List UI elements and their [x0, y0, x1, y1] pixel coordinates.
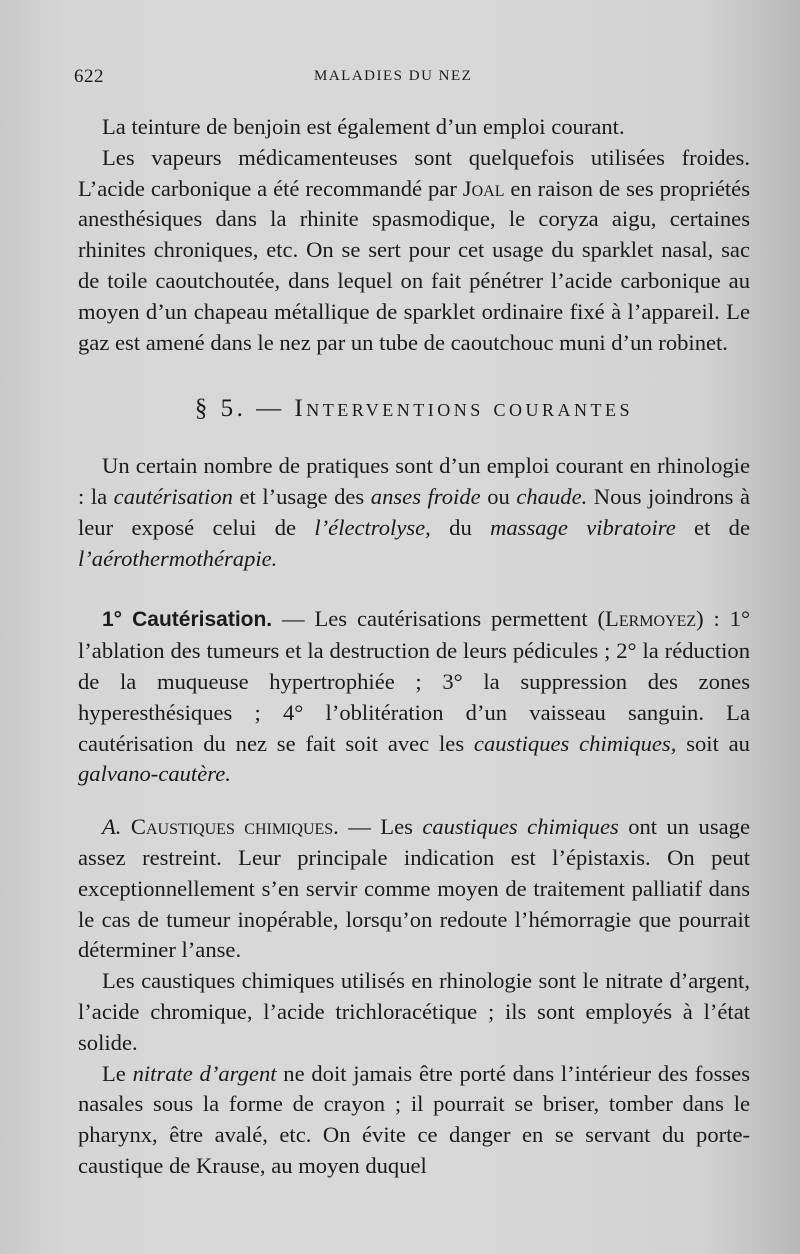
italic-term: l’électrolyse,: [314, 514, 431, 540]
text-run: — Les cautérisations permettent (: [272, 606, 606, 632]
text-run: du: [430, 514, 491, 540]
italic-term: nitrate d’argent: [132, 1060, 277, 1086]
paragraph-nitrate: [78, 1059, 750, 1182]
paragraph-cauterisation: [78, 604, 750, 790]
text-run: — Les: [338, 814, 423, 840]
italic-term: massage vibratoire: [490, 514, 676, 540]
italic-term: l’aérothermothérapie.: [78, 545, 278, 571]
page-number: 622: [74, 66, 104, 87]
text-run: ne doit jamais être porté dans l’intérieur des fosses nasales sous la forme de crayon ; il pourrait se briser, tomber dans le pharynx, être avalé, etc. On évite ce danger en se servant du porte-caustique de Krause, au moyen duquel: [78, 1060, 750, 1178]
text-run: et de: [675, 514, 750, 540]
subsection-heading: Caustiques chimiques.: [121, 814, 339, 840]
text-run: Nous joindrons à leur exposé celui de: [78, 483, 750, 540]
text-run: ont un usage assez restreint. Leur principale indication est l’épistaxis. On peut exceptionnellement s’en servir comme moyen de traitement palliatif dans le cas de tumeur inopérable, lorsqu’on redoute l’hémorragie que pourrait déterminer l’anse.: [78, 814, 750, 963]
section-title: Interventions courantes: [294, 395, 634, 423]
page-header: [74, 62, 754, 92]
paragraph-liste-caustiques: [78, 966, 750, 1058]
page-body: [78, 112, 750, 1182]
paragraph-text: Les caustiques chimiques utilisés en rhinologie sont le nitrate d’argent, l’acide chromique, l’acide trichloracétique ; ils sont employés à l’état solide.: [78, 968, 750, 1055]
running-title: MALADIES DU NEZ: [314, 68, 473, 84]
section-number: § 5. —: [194, 395, 295, 423]
text-run: Les vapeurs médicamenteuses sont quelquefois utilisées froides. L’acide carbonique a été recommandé par: [78, 144, 750, 201]
text-run: Le: [102, 1060, 133, 1086]
paragraph-benjoin: [78, 112, 750, 143]
italic-term: galvano-cautère.: [78, 761, 231, 787]
italic-term: cautérisation: [113, 483, 233, 509]
text-run: ou: [480, 483, 517, 509]
paragraph-vapeurs: [78, 143, 750, 359]
author-name: Lermoyez: [605, 606, 697, 632]
text-run: soit au: [676, 730, 750, 756]
paragraph-text: La teinture de benjoin est également d’un emploi courant.: [102, 114, 625, 139]
subsection-heading: 1° Cautérisation.: [102, 608, 273, 632]
subsection-label: A.: [102, 814, 122, 840]
text-run: et l’usage des: [232, 483, 371, 509]
paragraph-intro: [78, 451, 750, 574]
text-run: Un certain nombre de pratiques sont d’un emploi courant en rhinologie : la: [78, 453, 750, 509]
italic-term: caustiques chimiques: [422, 814, 619, 840]
text-run: en raison de ses propriétés anesthésiques dans la rhinite spasmodique, le coryza aigu, certaines rhinites chroniques, etc. On se sert pour cet usage du sparklet nasal, sac de toile caoutchoutée, dans lequel on fait pénétrer l’acide carbonique au moyen d’un chapeau métallique de sparklet ordinaire fixé à l’appareil. Le gaz est amené dans le nez par un tube de caoutchouc muni d’un robinet.: [78, 175, 750, 355]
italic-term: chaude.: [516, 483, 588, 509]
text-run: ) : 1° l’ablation des tumeurs et la destruction de leurs pédicules ; 2° la réduction de la muqueuse hypertrophiée ; 3° la suppression des zones hyperesthésiques ; 4° l’oblitération d’un vaisseau sanguin. La cautérisation du nez se fait soit avec les: [78, 606, 751, 756]
italic-term: anses froide: [370, 483, 481, 509]
paragraph-caustiques: [78, 812, 750, 966]
section-heading: [78, 394, 750, 425]
italic-term: caustiques chimiques,: [473, 730, 677, 756]
author-name: Joal: [462, 175, 505, 201]
